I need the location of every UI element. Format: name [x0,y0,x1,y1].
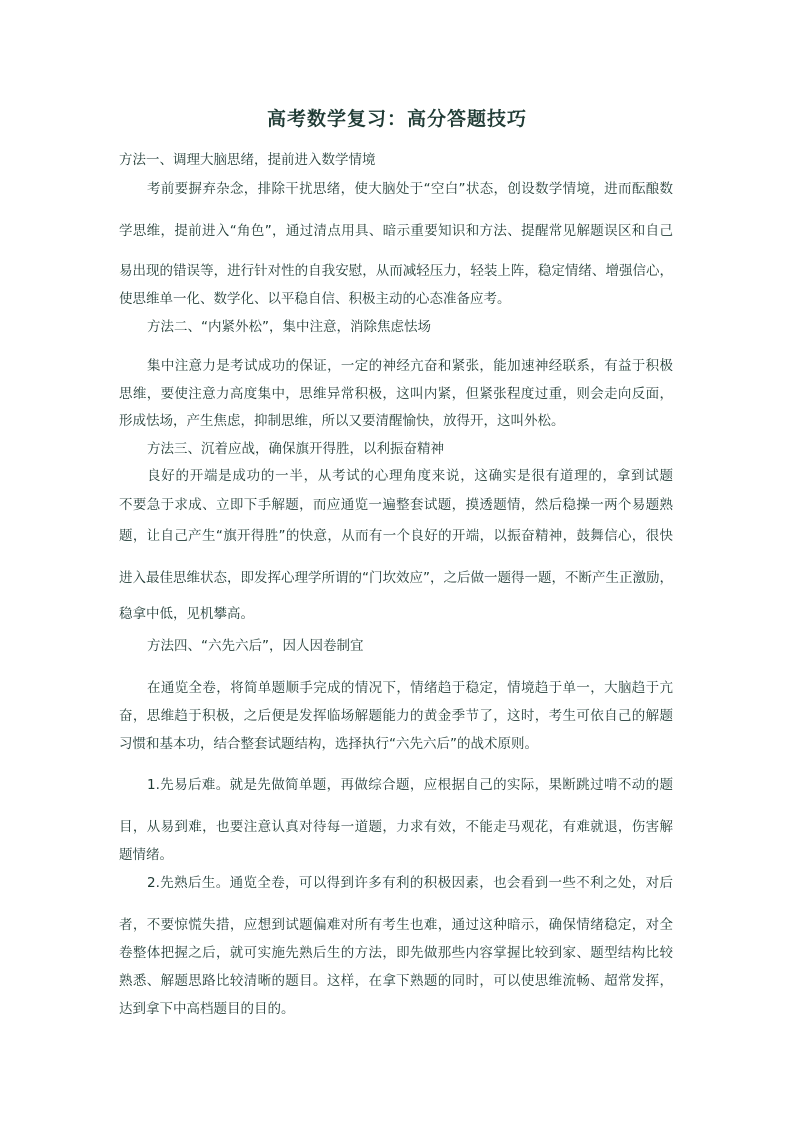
paragraph-line: 良好的开端是成功的一半，从考试的心理角度来说，这确实是很有道理的，拿到试题 [147,468,673,484]
paragraph-line: 不要急于求成、立即下手解题，而应通览一遍整套试题，摸透题情，然后稳操一两个易题熟 [119,497,673,513]
paragraph-line: 卷整体把握之后，就可实施先熟后生的方法，即先做那些内容掌握比较到家、题型结构比较 [119,945,673,961]
paragraph-line: 思维，要使注意力高度集中，思维异常积极，这叫内紧，但紧张程度过重，则会走向反面， [119,386,673,402]
paragraph-line: 习惯和基本功，结合整套试题结构，选择执行“六先六后”的战术原则。 [119,736,538,752]
paragraph-line: 2.先熟后生。通览全卷，可以得到许多有利的积极因素，也会看到一些不利之处，对后 [147,875,673,891]
paragraph-line: 奋，思维趋于积极，之后便是发挥临场解题能力的黄金季节了，这时，考生可依自己的解题 [119,708,673,724]
paragraph-line: 集中注意力是考试成功的保证，一定的神经亢奋和紧张，能加速神经联系，有益于积极 [147,358,673,374]
method-4-heading: 方法四、“六先六后”，因人因卷制宜 [147,638,364,654]
paragraph-line: 进入最佳思维状态，即发挥心理学所谓的“门坎效应”，之后做一题得一题，不断产生正激励， [119,570,673,586]
paragraph-line: 使思维单一化、数学化、以平稳自信、积极主动的心态准备应考。 [119,291,511,307]
paragraph-line: 学思维，提前进入“角色”，通过清点用具、暗示重要知识和方法、提醒常见解题误区和自己 [119,223,673,239]
paragraph-line: 形成怯场，产生焦虑，抑制思维，所以又要清醒愉快，放得开，这叫外松。 [119,413,565,429]
method-2-heading: 方法二、“内紧外松”，集中注意，消除焦虑怯场 [147,319,431,335]
paragraph-line: 熟悉、解题思路比较清晰的题目。这样，在拿下熟题的同时，可以使思维流畅、超常发挥， [119,973,673,989]
method-3-heading: 方法三、沉着应战，确保旗开得胜，以利振奋精神 [147,441,444,457]
paragraph-line: 考前要摒弃杂念，排除干扰思绪，使大脑处于“空白”状态，创设数学情境，进而酝酿数 [147,181,673,197]
method-1-heading: 方法一、调理大脑思绪，提前进入数学情境 [119,152,376,168]
paragraph-line: 在通览全卷，将简单题顺手完成的情况下，情绪趋于稳定，情境趋于单一，大脑趋于亢 [147,680,673,696]
paragraph-line: 达到拿下中高档题目的目的。 [119,1001,295,1017]
paragraph-line: 者，不要惊慌失措，应想到试题偏难对所有考生也难，通过这种暗示，确保情绪稳定，对全 [119,917,673,933]
paragraph-line: 题，让自己产生“旗开得胜”的快意，从而有一个良好的开端，以振奋精神，鼓舞信心，很快 [119,528,673,544]
paragraph-line: 1.先易后难。就是先做简单题，再做综合题，应根据自己的实际，果断跳过啃不动的题 [147,777,673,793]
document-title: 高考数学复习：高分答题技巧 [266,108,527,130]
paragraph-line: 目，从易到难，也要注意认真对待每一道题，力求有效，不能走马观花，有难就退，伤害解 [119,819,673,835]
paragraph-line: 题情绪。 [119,847,173,863]
paragraph-line: 稳拿中低，见机攀高。 [119,606,254,622]
paragraph-line: 易出现的错误等，进行针对性的自我安慰，从而减轻压力，轻装上阵，稳定情绪、增强信心， [119,263,673,279]
